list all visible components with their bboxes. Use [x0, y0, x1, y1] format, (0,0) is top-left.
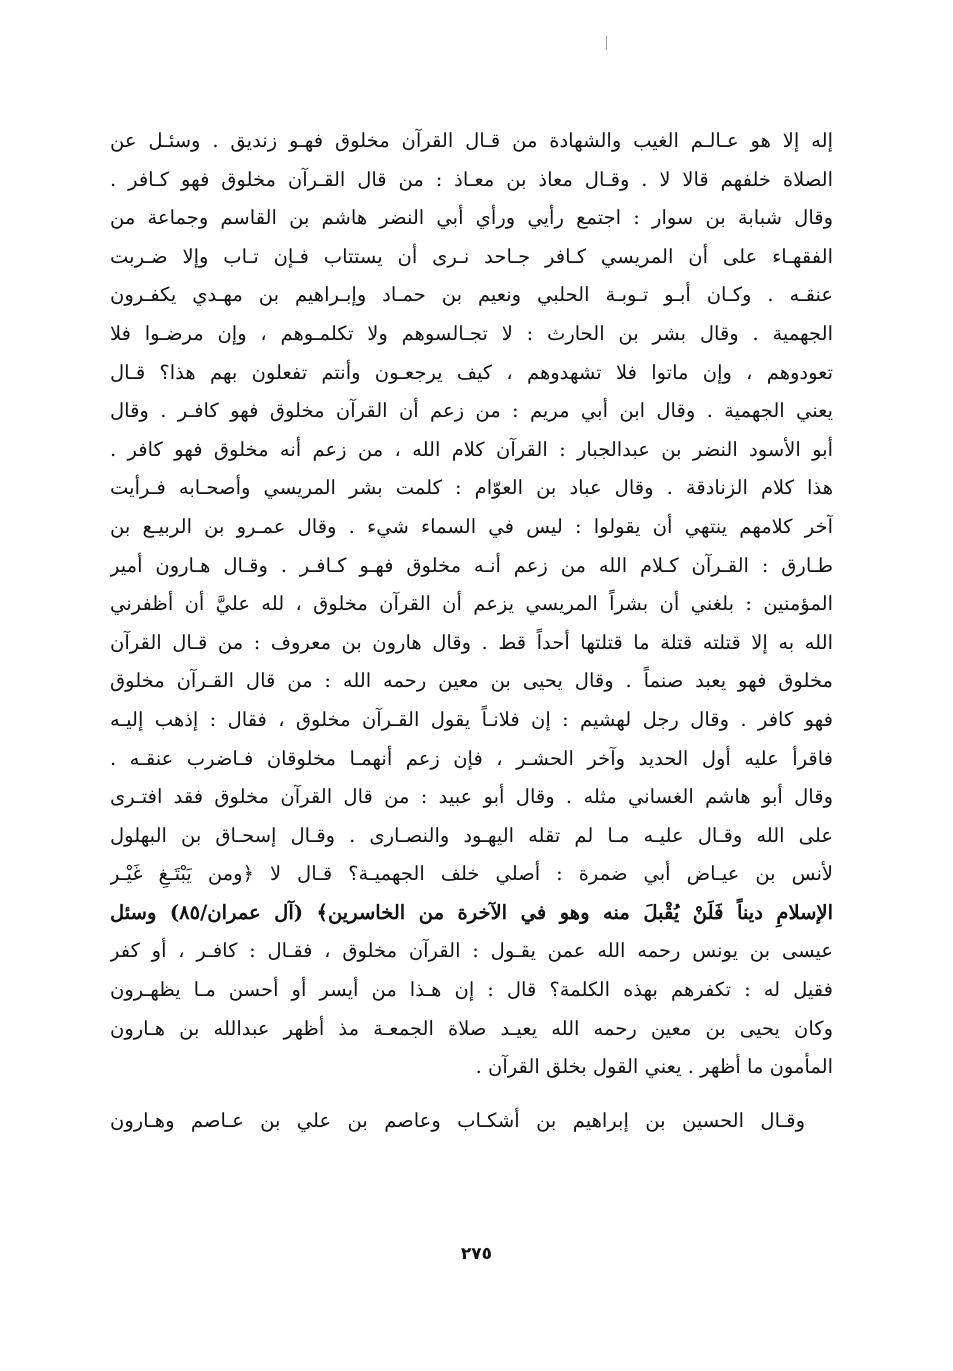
text-line: وقال شبابة بن سوار : اجتمع رأيي ورأي أبي النضر هاشم بن القاسم وجماعة من: [110, 206, 833, 230]
text-line: يعني الجهمية . وقال ابن أبي مريم : من زعم أن القرآن مخلوق فهو كافـر . وقال: [110, 399, 833, 423]
text-line: فاقرأ عليه أول الحديد وآخر الحشـر ، فإن زعم أنهمـا مخلوقان فـاضرب عنقـه .: [110, 746, 833, 770]
text-line: الفقهـاء على أن المريسي كـافر جـاحد نـرى أن يستتاب فـإن تـاب وإلا ضـربت: [110, 244, 833, 268]
text-line: الجهمية . وقال بشر بن الحارث : لا تجـالسوهم ولا تكلمـوهم ، وإن مرضـوا فلا: [110, 321, 833, 345]
text-line: إله إلا هو عـالـم الغيب والشهادة من قـال القرآن مخلوق فهـو زنديق . وسئـل عن: [110, 129, 833, 152]
text-line: فقيل له : تكفرهم بهذه الكلمة؟ قال : إن هـذا من أيسر أو أحسن مـا يظهـرون: [110, 978, 833, 1002]
text-line: لأنس بن عيـاض أبي ضمرة : أصلي خلف الجهميـة؟ قـال لا ﴿ومن يَبْتَـغِ غَيْـر: [110, 862, 833, 886]
text-line: المأمون ما أظهر . يعني القول بخلق القرآن .: [475, 1055, 833, 1079]
text-line: الله به إلا قتلته قتلة ما قتلتها أحداً قط . وقال هارون بن معروف : من قـال القرآن: [110, 630, 833, 654]
scan-mark: [606, 36, 607, 50]
text-line: على الله وقـال عليـه مـا لم تقله اليهـود والنصـارى . وقـال إسحـاق بن البهلول: [110, 823, 833, 847]
text-line: الصلاة خلفهم قالا لا . وقـال معاذ بن معـاذ : من قال القـرآن مخلوق فهو كـافر .: [110, 167, 833, 191]
text-line: عيسى بن يونس رحمه الله عمن يقـول : القرآن مخلوق ، فقـال : كافـر ، أو كفر: [110, 939, 833, 963]
text-line: عنقـه . وكـان أبـو تـوبـة الحلبي ونعيم بن حمـاد وإبـراهيم بن مهـدي يكفـرون: [110, 283, 833, 307]
text-line: وقال أبو هاشم الغساني مثله . وقال أبو عبيد : من قال القرآن مخلوق فقد افتـرى: [110, 785, 833, 809]
text-line: فهو كافر . وقال رجل لهشيم : إن فلانـاً يقول القـرآن مخلوق ، فقال : إذهب إليـه: [110, 707, 833, 731]
text-line: هذا كلام الزنادقة . وقال عباد بن العوّام : كلمت بشر المريسي وأصحـابه فـرأيت: [110, 476, 833, 500]
text-line: تعودوهم ، وإن ماتوا فلا تشهدوهم ، كيف يرجعـون وأنتم تفعلون بهم هذا؟ قـال: [110, 360, 833, 384]
text-line: طـارق : القـرآن كـلام الله من زعم أنـه مخلوق فهـو كـافـر . وقـال هـارون أمير: [110, 553, 833, 577]
text-line: آخر كلامهم ينتهي أن يقولوا : ليس في السماء شيء . وقال عمـرو بن الربيـع بن: [110, 514, 833, 538]
body-text: [110, 122, 833, 1140]
text-line: وكان يحيى بن معين رحمه الله يعيـد صلاة الجمعـة مذ أظهر عبدالله بن هـارون: [110, 1016, 833, 1040]
text-line: مخلوق فهو يعبد صنماً . وقال يحيى بن معين رحمه الله : من قال القـرآن مخلوق: [110, 669, 833, 693]
page-number: ٢٧٥: [460, 1244, 493, 1264]
paragraph-gap: [110, 1087, 833, 1102]
next-paragraph-line: وقـال الحسين بن إبراهيم بن أشكـاب وعاصم بن علي بن عـاصم وهـارون: [110, 1108, 805, 1132]
quran-verse-line: الإسلامِ ديناً فَلَنْ يُقْبلَ منه وهو في الآخرة من الخاسرين﴾ (آل عمران/٨٥) وسئل: [110, 900, 833, 924]
text-line: المؤمنين : بلغني أن بشراً المريسي يزعم أن القرآن مخلوق ، لله عليَّ أن أظفرني: [110, 592, 833, 616]
text-line: أبو الأسود النضر بن عبدالجبار : القرآن كلام الله ، من زعم أنه مخلوق فهو كافر .: [110, 437, 833, 461]
